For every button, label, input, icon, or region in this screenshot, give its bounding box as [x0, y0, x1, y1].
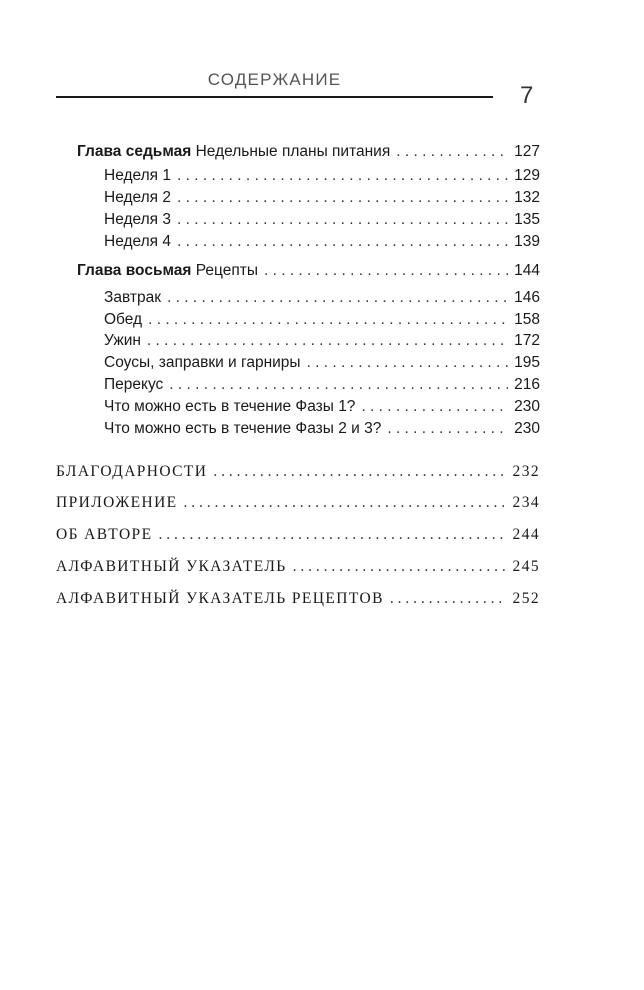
- toc-entry-title: Неделя 4: [104, 233, 171, 250]
- toc-page-number: 230: [514, 420, 540, 437]
- toc-page-number: 132: [514, 189, 540, 206]
- toc-entry-title: Что можно есть в течение Фазы 2 и 3?: [104, 420, 382, 437]
- toc-entry[interactable]: [104, 354, 540, 372]
- toc-page-number: 144: [514, 262, 540, 279]
- dot-leader: [184, 494, 507, 512]
- toc-entry[interactable]: [104, 167, 540, 185]
- toc-page-number: 127: [514, 143, 540, 160]
- dot-leader: [177, 189, 508, 207]
- toc-page-number: 158: [514, 311, 540, 328]
- toc-page-number: 232: [512, 463, 540, 480]
- toc-entry[interactable]: [104, 311, 540, 329]
- dot-leader: [147, 332, 508, 350]
- toc-page-number: 135: [514, 211, 540, 228]
- dot-leader: [264, 262, 508, 280]
- toc-page-number: 146: [514, 289, 540, 306]
- toc-entry[interactable]: [104, 189, 540, 207]
- toc-entry[interactable]: [104, 420, 540, 438]
- dot-leader: [387, 420, 508, 438]
- chapter-title: Рецепты: [195, 262, 258, 279]
- toc-page-number: 172: [514, 332, 540, 349]
- toc-entry-title: Неделя 1: [104, 167, 171, 184]
- chapter-label: Глава седьмая: [77, 143, 192, 160]
- toc-entry[interactable]: [104, 211, 540, 229]
- dot-leader: [169, 376, 508, 394]
- toc-chapter-7[interactable]: [77, 143, 540, 161]
- dot-leader: [396, 143, 508, 161]
- running-header-title: СОДЕРЖАНИЕ: [56, 70, 493, 98]
- dot-leader: [158, 526, 506, 544]
- dot-leader: [361, 398, 508, 416]
- toc-entry[interactable]: [104, 233, 540, 251]
- toc-entry-title: Ужин: [104, 332, 141, 349]
- toc-page-number: 245: [512, 558, 540, 575]
- toc-page-number: 129: [514, 167, 540, 184]
- toc-entry[interactable]: [104, 376, 540, 394]
- toc-section-title: ОБ АВТОРЕ: [56, 526, 153, 543]
- dot-leader: [307, 354, 509, 372]
- dot-leader: [293, 558, 507, 576]
- toc-section-recipe-index[interactable]: [56, 590, 540, 608]
- toc-entry[interactable]: [104, 398, 540, 416]
- toc-entry[interactable]: [104, 332, 540, 350]
- toc-section-index[interactable]: [56, 558, 540, 576]
- toc-entry-title: Завтрак: [104, 289, 161, 306]
- toc-chapter-8[interactable]: [77, 262, 540, 280]
- dot-leader: [167, 289, 508, 307]
- dot-leader: [148, 311, 508, 329]
- toc-entry-title: Обед: [104, 311, 143, 328]
- toc-page-number: 230: [514, 398, 540, 415]
- toc-entry-title: Соусы, заправки и гарниры: [104, 354, 301, 371]
- toc-entry[interactable]: [104, 289, 540, 307]
- dot-leader: [213, 463, 506, 481]
- toc-section-title: ПРИЛОЖЕНИЕ: [56, 494, 178, 511]
- chapter-title: Недельные планы питания: [195, 143, 391, 160]
- toc-entry-title: Перекус: [104, 376, 164, 393]
- toc-page-number: 234: [512, 494, 540, 511]
- toc-page-number: 139: [514, 233, 540, 250]
- toc-section-appendix[interactable]: [56, 494, 540, 512]
- toc-page-number: 216: [514, 376, 540, 393]
- toc-section-title: АЛФАВИТНЫЙ УКАЗАТЕЛЬ РЕЦЕПТОВ: [56, 590, 384, 607]
- toc-section-about-author[interactable]: [56, 526, 540, 544]
- dot-leader: [390, 590, 507, 608]
- toc-page-number: 244: [512, 526, 540, 543]
- page-number: 7: [520, 82, 534, 109]
- dot-leader: [177, 233, 508, 251]
- toc-section-acknowledgements[interactable]: [56, 463, 540, 481]
- dot-leader: [177, 167, 508, 185]
- toc-section-title: БЛАГОДАРНОСТИ: [56, 463, 208, 480]
- toc-entry-title: Неделя 2: [104, 189, 171, 206]
- toc-entry-title: Неделя 3: [104, 211, 171, 228]
- toc-page-number: 252: [512, 590, 540, 607]
- toc-page-number: 195: [514, 354, 540, 371]
- dot-leader: [177, 211, 508, 229]
- chapter-label: Глава восьмая: [77, 262, 192, 279]
- toc-entry-title: Что можно есть в течение Фазы 1?: [104, 398, 356, 415]
- toc-section-title: АЛФАВИТНЫЙ УКАЗАТЕЛЬ: [56, 558, 287, 575]
